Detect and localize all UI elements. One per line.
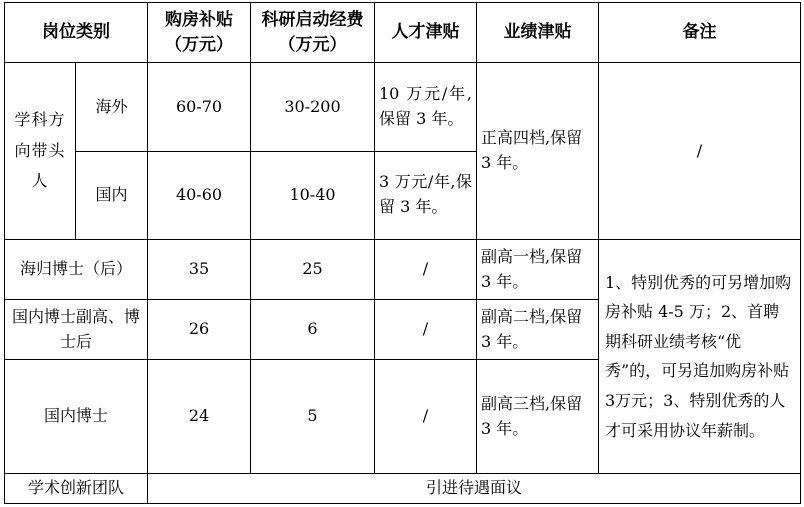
category-domestic-phd: 国内博士 (5, 360, 148, 473)
category-discipline-leader: 学科方向带头人 (5, 63, 76, 240)
performance-domestic-phd: 副高三档,保留 3 年。 (477, 360, 599, 473)
housing-returnee-phd: 35 (148, 239, 251, 299)
research-domestic-phd: 5 (251, 360, 375, 473)
category-domestic-phd-assoc: 国内博士副高、博士后 (5, 300, 148, 360)
housing-overseas: 60-70 (148, 63, 251, 151)
header-remarks: 备注 (599, 3, 801, 63)
category-returnee-phd: 海归博士（后） (5, 239, 148, 299)
talent-domestic: 3 万元/年,保留 3 年。 (375, 151, 477, 239)
performance-discipline-leader: 正高四档,保留 3 年。 (477, 63, 599, 240)
talent-overseas: 10 万元/年,保留 3 年。 (375, 63, 477, 151)
header-row (5, 3, 801, 63)
housing-domestic-phd-assoc: 26 (148, 300, 251, 360)
subcategory-domestic: 国内 (76, 151, 148, 239)
housing-domestic: 40-60 (148, 151, 251, 239)
performance-returnee-phd: 副高一档,保留 3 年。 (477, 239, 599, 299)
header-research: 科研启动经费（万元） (251, 3, 375, 63)
talent-domestic-phd: / (375, 360, 477, 473)
remarks-discipline-leader: / (599, 63, 801, 240)
housing-domestic-phd: 24 (148, 360, 251, 473)
research-domestic: 10-40 (251, 151, 375, 239)
header-housing: 购房补贴（万元） (148, 3, 251, 63)
table-row (5, 63, 801, 151)
header-talent: 人才津贴 (375, 3, 477, 63)
category-innovation-team: 学术创新团队 (5, 473, 148, 503)
talent-domestic-phd-assoc: / (375, 300, 477, 360)
innovation-team-value: 引进待遇面议 (148, 473, 801, 503)
remarks-phd: 1、特别优秀的可另增加购房补贴 4-5 万；2、首聘期科研业绩考核“优秀”的，可另追加购房补贴 3万元；3、特别优秀的人才可采用协议年薪制。 (599, 239, 801, 473)
performance-domestic-phd-assoc: 副高二档,保留 3 年。 (477, 300, 599, 360)
research-returnee-phd: 25 (251, 239, 375, 299)
talent-policy-table (4, 2, 801, 504)
research-overseas: 30-200 (251, 63, 375, 151)
research-domestic-phd-assoc: 6 (251, 300, 375, 360)
table-row (5, 473, 801, 503)
subcategory-overseas: 海外 (76, 63, 148, 151)
table-row (5, 239, 801, 299)
header-category: 岗位类别 (5, 3, 148, 63)
talent-returnee-phd: / (375, 239, 477, 299)
header-performance: 业绩津贴 (477, 3, 599, 63)
